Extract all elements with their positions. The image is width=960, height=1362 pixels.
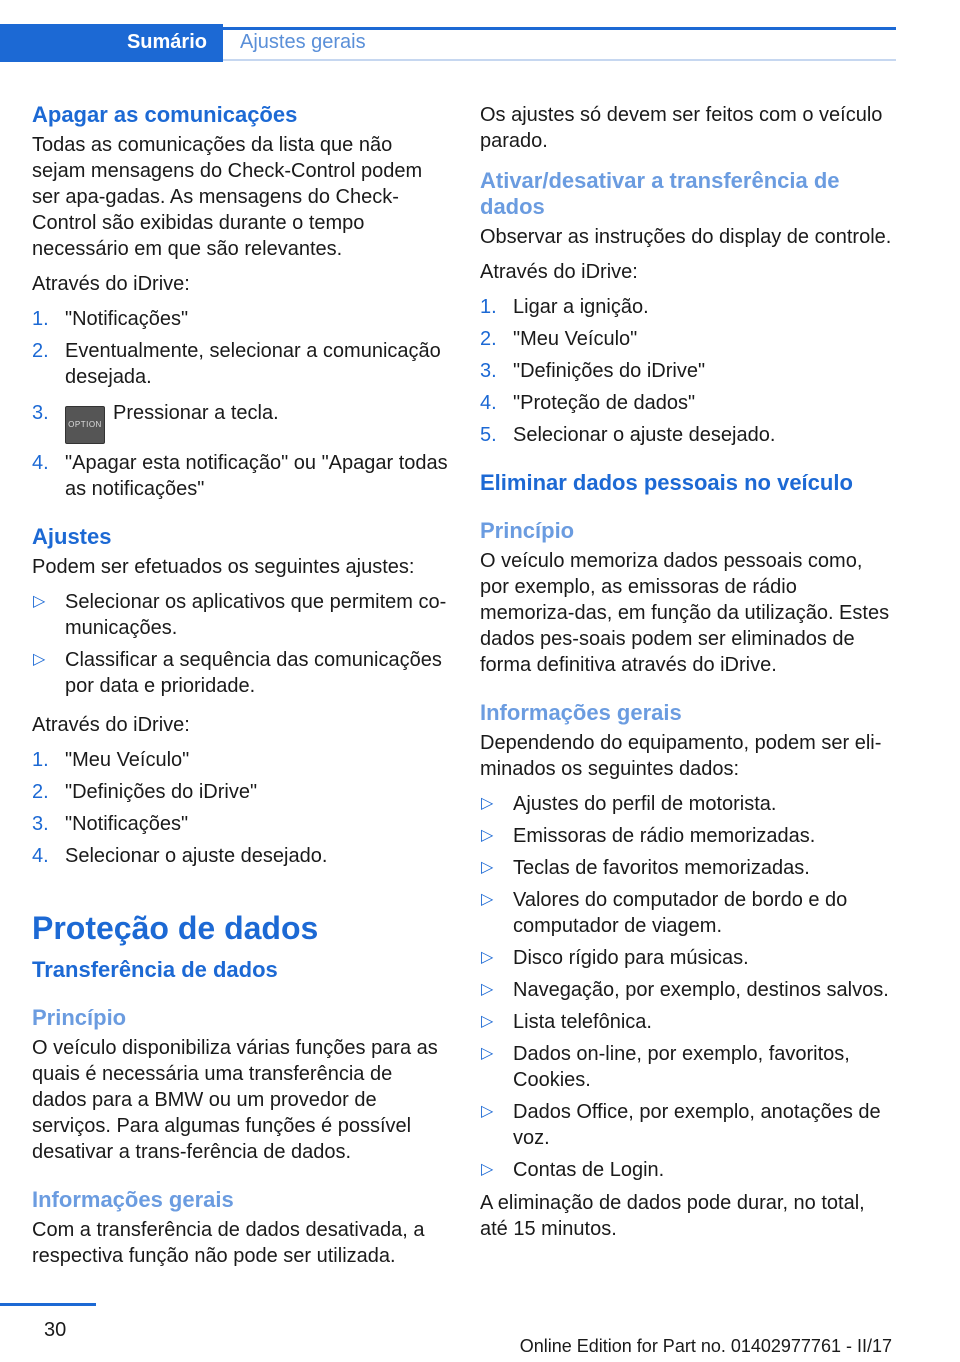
list-item: ▷ Lista telefônica.	[481, 1011, 652, 1033]
paragraph: Através do iDrive:	[32, 714, 190, 736]
bullet-list	[32, 589, 448, 699]
subsection-title: Informações gerais	[480, 700, 682, 725]
bullet-triangle-icon: ▷	[481, 949, 494, 966]
bullet-triangle-icon: ▷	[33, 593, 46, 610]
bullet-triangle-icon: ▷	[481, 891, 494, 908]
paragraph: Dependendo do equipamento, podem ser eli-minados os seguintes dados:	[480, 732, 882, 780]
paragraph: Todas as comunicações da lista que não sejam mensagens do Check-Control podem ser apa-gadas. As mensagens do Check-Control são exibidas durante o tempo necessário em que são relevantes.	[32, 134, 423, 260]
paragraph: Os ajustes só devem ser feitos com o veículo parado.	[480, 104, 883, 152]
footer-rule	[0, 1303, 96, 1306]
list-item: ▷ Teclas de favoritos memorizadas.	[481, 857, 810, 879]
list-item: 1. "Notificações"	[32, 308, 189, 330]
subsection-title: Princípio	[32, 1005, 127, 1030]
list-item: ▷ Selecionar os aplicativos que permitem co-municações.	[33, 591, 447, 639]
paragraph: Podem ser efetuados os seguintes ajustes:	[32, 556, 415, 578]
page-number: 30	[44, 1319, 67, 1341]
section-title-settings: Ajustes	[32, 524, 112, 549]
tab-summary[interactable]	[0, 24, 223, 62]
bullet-list	[480, 791, 896, 1183]
chapter-title: Proteção de dados	[32, 910, 319, 946]
bullet-triangle-icon: ▷	[481, 859, 494, 876]
list-item: 2. "Definições do iDrive"	[32, 781, 258, 803]
list-item: 3. OPTIONPressionar a tecla.	[32, 400, 448, 444]
paragraph: O veículo memoriza dados pessoais como, por exemplo, as emissoras de rádio memoriza-das, em função da utilização. Estes dados pes-soais podem ser eliminados de forma definitiva através do iDrive.	[480, 550, 890, 676]
subsection-title: Informações gerais	[32, 1187, 234, 1212]
list-item: 3. "Notificações"	[32, 813, 189, 835]
tab-summary-label: Sumário	[126, 31, 207, 53]
list-item: 2. "Meu Veículo"	[480, 328, 638, 350]
list-item: 4. "Apagar esta notificação" ou "Apagar todas as notificações"	[32, 452, 448, 500]
list-item: 4. "Proteção de dados"	[480, 392, 696, 414]
list-item: 5. Selecionar o ajuste desejado.	[480, 424, 776, 446]
edition-note: Online Edition for Part no. 01402977761 - II/17	[519, 1336, 892, 1356]
list-item: ▷ Ajustes do perfil de motorista.	[481, 793, 777, 815]
paragraph: Através do iDrive:	[32, 273, 190, 295]
bullet-triangle-icon: ▷	[481, 1013, 494, 1030]
left-column	[32, 102, 448, 1278]
paragraph: A eliminação de dados pode durar, no total, até 15 minutos.	[480, 1192, 865, 1240]
subsection-title: Ativar/desativar a transferência de dados	[480, 168, 840, 219]
list-item: ▷ Dados Office, por exemplo, anotações de voz.	[481, 1101, 881, 1149]
steps-list	[32, 306, 448, 502]
steps-list	[480, 294, 896, 448]
subsection-title: Princípio	[480, 518, 575, 543]
list-item: ▷ Contas de Login.	[481, 1159, 665, 1181]
section-title-data-transfer: Transferência de dados	[32, 957, 278, 982]
section-title-delete-personal-data: Eliminar dados pessoais no veículo	[480, 470, 853, 495]
paragraph: Através do iDrive:	[480, 261, 638, 283]
list-item: 2. Eventualmente, selecionar a comunicação desejada.	[32, 340, 441, 388]
bullet-triangle-icon: ▷	[481, 981, 494, 998]
option-key-icon: OPTION	[65, 406, 105, 444]
tab-general-settings[interactable]: Ajustes gerais	[240, 31, 366, 53]
paragraph: Observar as instruções do display de controle.	[480, 226, 892, 248]
list-item: ▷ Emissoras de rádio memorizadas.	[481, 825, 816, 847]
list-item: 1. Ligar a ignição.	[480, 296, 649, 318]
bullet-triangle-icon: ▷	[481, 1103, 494, 1120]
list-item: ▷ Navegação, por exemplo, destinos salvos.	[481, 979, 889, 1001]
list-item: ▷ Dados on-line, por exemplo, favoritos, Cookies.	[481, 1043, 850, 1091]
bullet-triangle-icon: ▷	[33, 651, 46, 668]
section-title-delete-messages: Apagar as comunicações	[32, 102, 298, 127]
steps-list	[32, 747, 448, 869]
bullet-triangle-icon: ▷	[481, 1045, 494, 1062]
right-column	[480, 102, 896, 1251]
paragraph: O veículo disponibiliza várias funções para as quais é necessária uma transferência de dados para a BMW ou um provedor de serviços. Para algumas funções é possível desativar a trans-ferência de dados.	[32, 1037, 438, 1163]
header-underline	[223, 59, 896, 61]
bullet-triangle-icon: ▷	[481, 827, 494, 844]
list-item: 3. "Definições do iDrive"	[480, 360, 706, 382]
bullet-triangle-icon: ▷	[481, 1161, 494, 1178]
list-item: ▷ Disco rígido para músicas.	[481, 947, 749, 969]
list-item: 1. "Meu Veículo"	[32, 749, 190, 771]
list-item: ▷ Valores do computador de bordo e do computador de viagem.	[481, 889, 848, 937]
paragraph: Com a transferência de dados desativada, a respectiva função não pode ser utilizada.	[32, 1219, 425, 1267]
list-item: ▷ Classificar a sequência das comunicações por data e prioridade.	[33, 649, 442, 697]
bullet-triangle-icon: ▷	[481, 795, 494, 812]
list-item: 4. Selecionar o ajuste desejado.	[32, 845, 328, 867]
